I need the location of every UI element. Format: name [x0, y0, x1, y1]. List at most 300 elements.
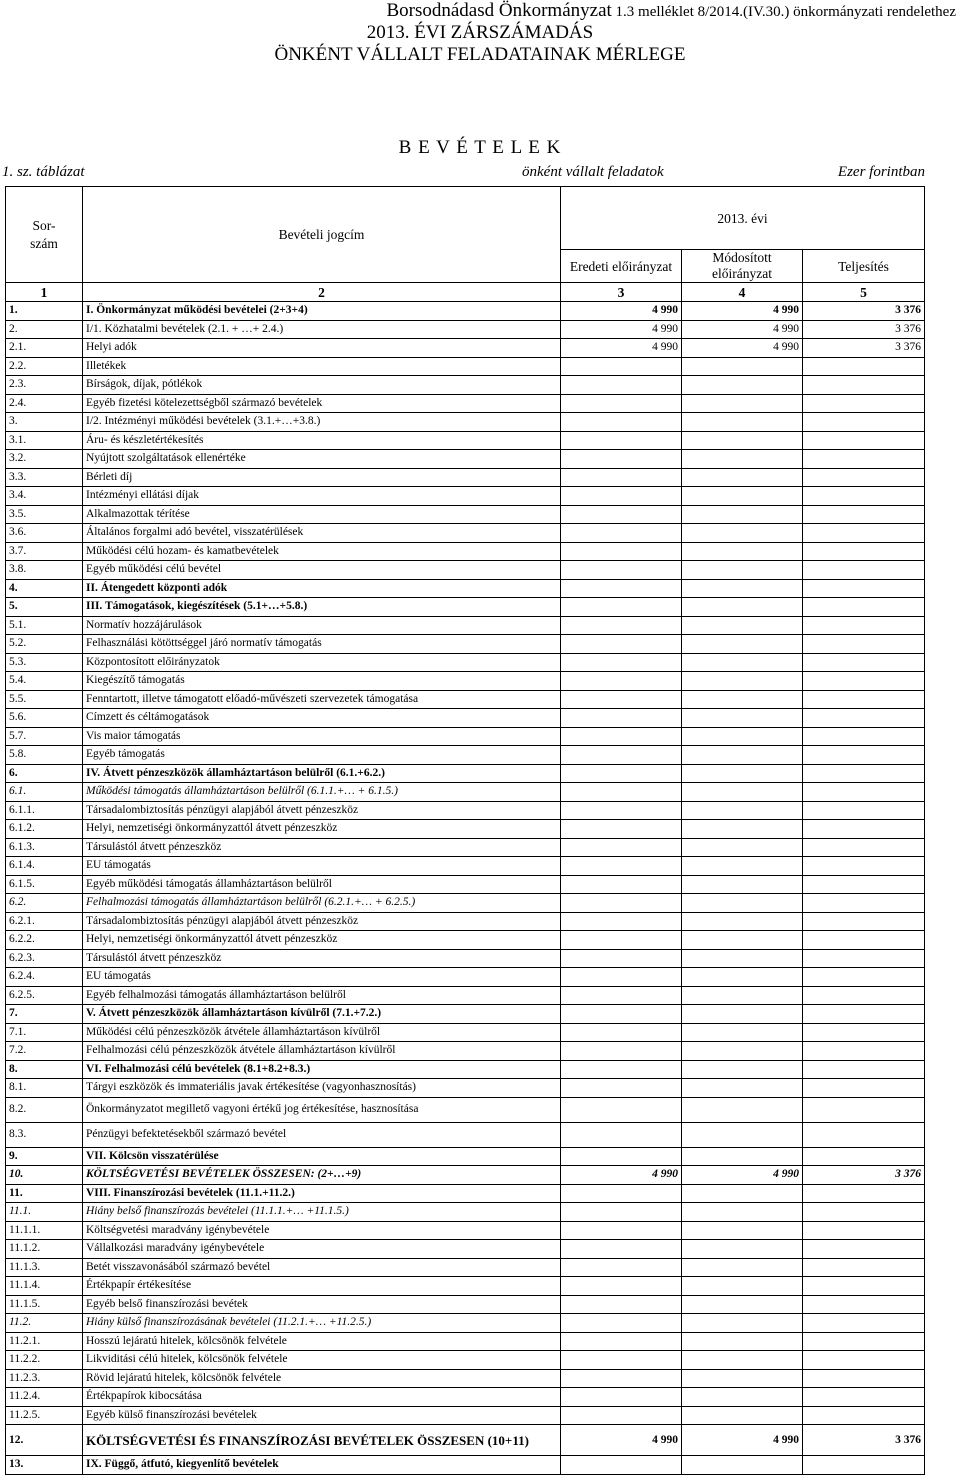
row-number: 8.2.	[6, 1097, 83, 1122]
table-row	[6, 820, 925, 839]
actual-value	[803, 1042, 925, 1061]
modified-value	[682, 376, 803, 395]
row-number: 6.1.1.	[6, 801, 83, 820]
table-row	[6, 376, 925, 395]
actual-value	[803, 894, 925, 913]
row-title: Egyéb működési támogatás államháztartáson belülről	[83, 875, 561, 894]
row-number: 3.2.	[6, 450, 83, 469]
row-title: Társadalombiztosítás pénzügyi alapjából átvett pénzeszköz	[83, 912, 561, 931]
table-row	[6, 1079, 925, 1098]
row-number: 6.1.	[6, 783, 83, 802]
original-value	[561, 413, 682, 432]
row-number: 11.1.1.	[6, 1221, 83, 1240]
table-row	[6, 746, 925, 765]
original-value	[561, 1240, 682, 1259]
modified-value	[682, 1221, 803, 1240]
actual-value	[803, 542, 925, 561]
actual-value	[803, 394, 925, 413]
table-row	[6, 357, 925, 376]
actual-value	[803, 968, 925, 987]
row-number: 4.	[6, 579, 83, 598]
original-value	[561, 764, 682, 783]
table-row	[6, 857, 925, 876]
modified-value	[682, 635, 803, 654]
modified-value	[682, 487, 803, 506]
modified-value	[682, 431, 803, 450]
actual-value	[803, 1147, 925, 1166]
actual-value	[803, 709, 925, 728]
modified-value	[682, 561, 803, 580]
modified-value	[682, 783, 803, 802]
table-row	[6, 1203, 925, 1222]
row-number: 3.5.	[6, 505, 83, 524]
table-row	[6, 468, 925, 487]
actual-value	[803, 1005, 925, 1024]
column-index-3: 3	[561, 283, 682, 302]
row-number: 6.1.5.	[6, 875, 83, 894]
actual-value	[803, 801, 925, 820]
modified-value	[682, 394, 803, 413]
original-value	[561, 1277, 682, 1296]
row-number: 6.2.3.	[6, 949, 83, 968]
modified-value	[682, 986, 803, 1005]
actual-value: 3 376	[803, 1166, 925, 1185]
original-value	[561, 1023, 682, 1042]
actual-value	[803, 1351, 925, 1370]
row-number: 6.2.2.	[6, 931, 83, 950]
modified-value	[682, 1314, 803, 1333]
table-row	[6, 302, 925, 321]
unit-label: Ezer forintban	[837, 164, 925, 180]
modified-value	[682, 1147, 803, 1166]
actual-value	[803, 579, 925, 598]
actual-value	[803, 1332, 925, 1351]
row-number: 8.3.	[6, 1122, 83, 1147]
actual-value	[803, 986, 925, 1005]
table-row	[6, 616, 925, 635]
actual-value	[803, 1060, 925, 1079]
row-title: Intézményi ellátási díjak	[83, 487, 561, 506]
original-value	[561, 561, 682, 580]
row-title: EU támogatás	[83, 968, 561, 987]
table-row	[6, 1221, 925, 1240]
actual-value	[803, 653, 925, 672]
row-title: Vis maior támogatás	[83, 727, 561, 746]
table-row	[6, 1258, 925, 1277]
actual-value	[803, 1079, 925, 1098]
table-row	[6, 1042, 925, 1061]
table-row	[6, 912, 925, 931]
row-title: Normatív hozzájárulások	[83, 616, 561, 635]
table-row	[6, 653, 925, 672]
modified-value	[682, 524, 803, 543]
row-number: 11.2.1.	[6, 1332, 83, 1351]
modified-value	[682, 894, 803, 913]
modified-value	[682, 357, 803, 376]
row-number: 5.6.	[6, 709, 83, 728]
modified-value	[682, 1351, 803, 1370]
original-value	[561, 1456, 682, 1475]
original-value	[561, 635, 682, 654]
row-title: Bírságok, díjak, pótlékok	[83, 376, 561, 395]
row-title: Alkalmazottak térítése	[83, 505, 561, 524]
modified-value	[682, 1456, 803, 1475]
table-row	[6, 1005, 925, 1024]
row-title: V. Átvett pénzeszközök államháztartáson kívülről (7.1.+7.2.)	[83, 1005, 561, 1024]
original-value	[561, 1351, 682, 1370]
table-row	[6, 1332, 925, 1351]
original-value	[561, 1369, 682, 1388]
column-header-year: 2013. évi	[561, 187, 925, 250]
row-number: 5.2.	[6, 635, 83, 654]
row-title: Egyéb fizetési kötelezettségből származó bevételek	[83, 394, 561, 413]
row-title: Költségvetési maradvány igénybevétele	[83, 1221, 561, 1240]
row-number: 5.4.	[6, 672, 83, 691]
original-value	[561, 783, 682, 802]
modified-value	[682, 801, 803, 820]
actual-value	[803, 1023, 925, 1042]
row-title: Felhalmozási támogatás államháztartáson belülről (6.2.1.+… + 6.2.5.)	[83, 894, 561, 913]
revenue-table	[5, 186, 925, 1475]
original-value	[561, 931, 682, 950]
row-title: VIII. Finanszírozási bevételek (11.1.+11.2.)	[83, 1184, 561, 1203]
original-value	[561, 709, 682, 728]
row-title: Helyi adók	[83, 339, 561, 358]
table-row	[6, 505, 925, 524]
modified-value	[682, 746, 803, 765]
modified-value	[682, 690, 803, 709]
original-value	[561, 894, 682, 913]
actual-value	[803, 524, 925, 543]
column-index-4: 4	[682, 283, 803, 302]
row-title: Betét visszavonásából származó bevétel	[83, 1258, 561, 1277]
original-value	[561, 1221, 682, 1240]
table-row	[6, 1060, 925, 1079]
row-number: 9.	[6, 1147, 83, 1166]
row-title: Hiány belső finanszírozás bevételei (11.1.1.+… +11.1.5.)	[83, 1203, 561, 1222]
original-value	[561, 653, 682, 672]
column-header-actual: Teljesítés	[803, 250, 925, 283]
scope-label: önként vállalt feladatok	[522, 164, 664, 180]
table-row	[6, 579, 925, 598]
table-row	[6, 1456, 925, 1475]
original-value	[561, 376, 682, 395]
table-row	[6, 783, 925, 802]
actual-value	[803, 672, 925, 691]
row-title: Önkormányzatot megillető vagyoni értékű jog értékesítése, hasznosítása	[83, 1097, 561, 1122]
actual-value: 3 376	[803, 320, 925, 339]
original-value	[561, 875, 682, 894]
modified-value	[682, 413, 803, 432]
row-title: Hosszú lejáratú hitelek, kölcsönök felvétele	[83, 1332, 561, 1351]
table-row	[6, 1314, 925, 1333]
table-row	[6, 1277, 925, 1296]
original-value	[561, 1060, 682, 1079]
original-value	[561, 968, 682, 987]
row-number: 3.7.	[6, 542, 83, 561]
modified-value	[682, 820, 803, 839]
original-value	[561, 912, 682, 931]
row-number: 12.	[6, 1425, 83, 1456]
modified-value	[682, 1388, 803, 1407]
original-value	[561, 820, 682, 839]
table-row	[6, 635, 925, 654]
row-number: 11.2.3.	[6, 1369, 83, 1388]
row-title: Vállalkozási maradvány igénybevétele	[83, 1240, 561, 1259]
original-value: 4 990	[561, 1425, 682, 1456]
modified-value	[682, 1295, 803, 1314]
actual-value	[803, 1456, 925, 1475]
row-number: 11.1.	[6, 1203, 83, 1222]
modified-value: 4 990	[682, 339, 803, 358]
row-title: Központosított előirányzatok	[83, 653, 561, 672]
row-number: 6.2.5.	[6, 986, 83, 1005]
column-index-2: 2	[83, 283, 561, 302]
table-row	[6, 1147, 925, 1166]
row-title: Címzett és céltámogatások	[83, 709, 561, 728]
table-row	[6, 1240, 925, 1259]
table-row	[6, 1406, 925, 1425]
actual-value	[803, 1122, 925, 1147]
table-row	[6, 1351, 925, 1370]
table-row	[6, 894, 925, 913]
original-value	[561, 838, 682, 857]
row-number: 1.	[6, 302, 83, 321]
table-row	[6, 727, 925, 746]
row-title: I/2. Intézményi működési bevételek (3.1.+…+3.8.)	[83, 413, 561, 432]
table-row	[6, 450, 925, 469]
original-value	[561, 524, 682, 543]
row-title: Egyéb külső finanszírozási bevételek	[83, 1406, 561, 1425]
original-value	[561, 1147, 682, 1166]
original-value	[561, 579, 682, 598]
actual-value	[803, 912, 925, 931]
original-value	[561, 1295, 682, 1314]
row-title: Értékpapírok kibocsátása	[83, 1388, 561, 1407]
row-number: 6.2.4.	[6, 968, 83, 987]
row-number: 10.	[6, 1166, 83, 1185]
actual-value	[803, 1240, 925, 1259]
table-row	[6, 1097, 925, 1122]
row-title: IX. Függő, átfutó, kiegyenlítő bevételek	[83, 1456, 561, 1475]
table-row	[6, 1023, 925, 1042]
row-number: 11.2.2.	[6, 1351, 83, 1370]
actual-value	[803, 727, 925, 746]
actual-value	[803, 561, 925, 580]
original-value	[561, 690, 682, 709]
original-value	[561, 1122, 682, 1147]
table-row	[6, 1122, 925, 1147]
modified-value	[682, 968, 803, 987]
table-row	[6, 1369, 925, 1388]
table-row	[6, 764, 925, 783]
modified-value: 4 990	[682, 1166, 803, 1185]
row-number: 5.1.	[6, 616, 83, 635]
document-title: 2013. ÉVI ZÁRSZÁMADÁS	[366, 22, 594, 43]
modified-value	[682, 1406, 803, 1425]
table-row	[6, 1184, 925, 1203]
actual-value	[803, 450, 925, 469]
row-title: Áru- és készletértékesítés	[83, 431, 561, 450]
table-row	[6, 561, 925, 580]
actual-value	[803, 357, 925, 376]
table-row	[6, 838, 925, 857]
actual-value	[803, 1314, 925, 1333]
row-number: 3.6.	[6, 524, 83, 543]
row-title: Társulástól átvett pénzeszköz	[83, 838, 561, 857]
regulation-reference: 1.3 melléklet 8/2014.(IV.30.) önkormányzati rendelethez	[611, 4, 956, 20]
row-title: Hiány külső finanszírozásának bevételei (11.2.1.+… +11.2.5.)	[83, 1314, 561, 1333]
original-value	[561, 357, 682, 376]
modified-value	[682, 931, 803, 950]
original-value	[561, 542, 682, 561]
table-row	[6, 801, 925, 820]
original-value	[561, 394, 682, 413]
actual-value: 3 376	[803, 1425, 925, 1456]
row-title: KÖLTSÉGVETÉSI BEVÉTELEK ÖSSZESEN: (2+…+9)	[83, 1166, 561, 1185]
row-title: I. Önkormányzat működési bevételei (2+3+4)	[83, 302, 561, 321]
row-number: 2.1.	[6, 339, 83, 358]
row-title: Általános forgalmi adó bevétel, visszatérülések	[83, 524, 561, 543]
row-number: 11.1.3.	[6, 1258, 83, 1277]
row-number: 5.3.	[6, 653, 83, 672]
row-title: Értékpapír értékesítése	[83, 1277, 561, 1296]
actual-value	[803, 838, 925, 857]
modified-value	[682, 912, 803, 931]
row-title: Illetékek	[83, 357, 561, 376]
table-row	[6, 598, 925, 617]
actual-value	[803, 468, 925, 487]
row-title: VII. Kölcsön visszatérülése	[83, 1147, 561, 1166]
actual-value	[803, 931, 925, 950]
modified-value	[682, 949, 803, 968]
modified-value	[682, 1060, 803, 1079]
row-number: 11.1.5.	[6, 1295, 83, 1314]
table-row	[6, 413, 925, 432]
row-title: Likviditási célú hitelek, kölcsönök felvétele	[83, 1351, 561, 1370]
row-number: 6.2.1.	[6, 912, 83, 931]
row-title: Társulástól átvett pénzeszköz	[83, 949, 561, 968]
actual-value	[803, 764, 925, 783]
row-title: Működési célú pénzeszközök átvétele államháztartáson kívülről	[83, 1023, 561, 1042]
row-title: Működési célú hozam- és kamatbevételek	[83, 542, 561, 561]
row-number: 7.	[6, 1005, 83, 1024]
row-number: 11.1.2.	[6, 1240, 83, 1259]
table-row	[6, 524, 925, 543]
row-number: 3.4.	[6, 487, 83, 506]
original-value	[561, 431, 682, 450]
modified-value	[682, 653, 803, 672]
modified-value	[682, 505, 803, 524]
modified-value	[682, 1005, 803, 1024]
row-number: 6.2.	[6, 894, 83, 913]
row-title: Bérleti díj	[83, 468, 561, 487]
row-number: 5.8.	[6, 746, 83, 765]
row-number: 3.3.	[6, 468, 83, 487]
row-title: Helyi, nemzetiségi önkormányzattól átvett pénzeszköz	[83, 820, 561, 839]
original-value	[561, 986, 682, 1005]
row-title: Rövid lejáratú hitelek, kölcsönök felvétele	[83, 1369, 561, 1388]
row-number: 8.1.	[6, 1079, 83, 1098]
original-value	[561, 616, 682, 635]
actual-value	[803, 1388, 925, 1407]
table-row	[6, 1295, 925, 1314]
original-value	[561, 1406, 682, 1425]
original-value	[561, 1203, 682, 1222]
row-title: Fenntartott, illetve támogatott előadó-művészeti szervezetek támogatása	[83, 690, 561, 709]
row-number: 6.1.4.	[6, 857, 83, 876]
original-value	[561, 746, 682, 765]
modified-value: 4 990	[682, 1425, 803, 1456]
row-number: 2.4.	[6, 394, 83, 413]
actual-value	[803, 431, 925, 450]
org-name: Borsodnádasd Önkormányzat	[386, 0, 612, 21]
row-title: II. Átengedett központi adók	[83, 579, 561, 598]
modified-value	[682, 764, 803, 783]
original-value	[561, 672, 682, 691]
modified-value: 4 990	[682, 320, 803, 339]
table-row	[6, 949, 925, 968]
column-header-modified: Módosított előirányzat	[682, 250, 803, 283]
row-number: 11.2.5.	[6, 1406, 83, 1425]
modified-value	[682, 468, 803, 487]
row-title: Egyéb működési célú bevétel	[83, 561, 561, 580]
modified-value	[682, 1023, 803, 1042]
row-title: III. Támogatások, kiegészítések (5.1+…+5.8.)	[83, 598, 561, 617]
table-row	[6, 1425, 925, 1456]
modified-value	[682, 1079, 803, 1098]
actual-value	[803, 746, 925, 765]
row-number: 3.1.	[6, 431, 83, 450]
modified-value	[682, 1203, 803, 1222]
row-title: I/1. Közhatalmi bevételek (2.1. + …+ 2.4.)	[83, 320, 561, 339]
modified-value	[682, 838, 803, 857]
table-label: 1. sz. táblázat	[2, 164, 85, 180]
modified-value: 4 990	[682, 302, 803, 321]
original-value	[561, 1005, 682, 1024]
actual-value	[803, 413, 925, 432]
actual-value	[803, 783, 925, 802]
modified-value	[682, 1097, 803, 1122]
original-value	[561, 1388, 682, 1407]
table-row	[6, 672, 925, 691]
modified-value	[682, 542, 803, 561]
row-title: VI. Felhalmozási célú bevételek (8.1+8.2+8.3.)	[83, 1060, 561, 1079]
table-row	[6, 709, 925, 728]
row-number: 6.1.3.	[6, 838, 83, 857]
original-value: 4 990	[561, 302, 682, 321]
row-number: 6.1.2.	[6, 820, 83, 839]
row-number: 7.2.	[6, 1042, 83, 1061]
actual-value	[803, 875, 925, 894]
original-value	[561, 468, 682, 487]
document-subtitle: ÖNKÉNT VÁLLALT FELADATAINAK MÉRLEGE	[274, 44, 686, 65]
modified-value	[682, 1240, 803, 1259]
actual-value	[803, 820, 925, 839]
modified-value	[682, 579, 803, 598]
row-title: Egyéb támogatás	[83, 746, 561, 765]
original-value: 4 990	[561, 339, 682, 358]
row-number: 3.8.	[6, 561, 83, 580]
original-value	[561, 598, 682, 617]
row-title: Egyéb felhalmozási támogatás államháztartáson belülről	[83, 986, 561, 1005]
table-row	[6, 986, 925, 1005]
original-value	[561, 1097, 682, 1122]
original-value	[561, 1314, 682, 1333]
row-title: Felhalmozási célú pénzeszközök átvétele államháztartáson kívülről	[83, 1042, 561, 1061]
table-row	[6, 1166, 925, 1185]
original-value	[561, 1332, 682, 1351]
